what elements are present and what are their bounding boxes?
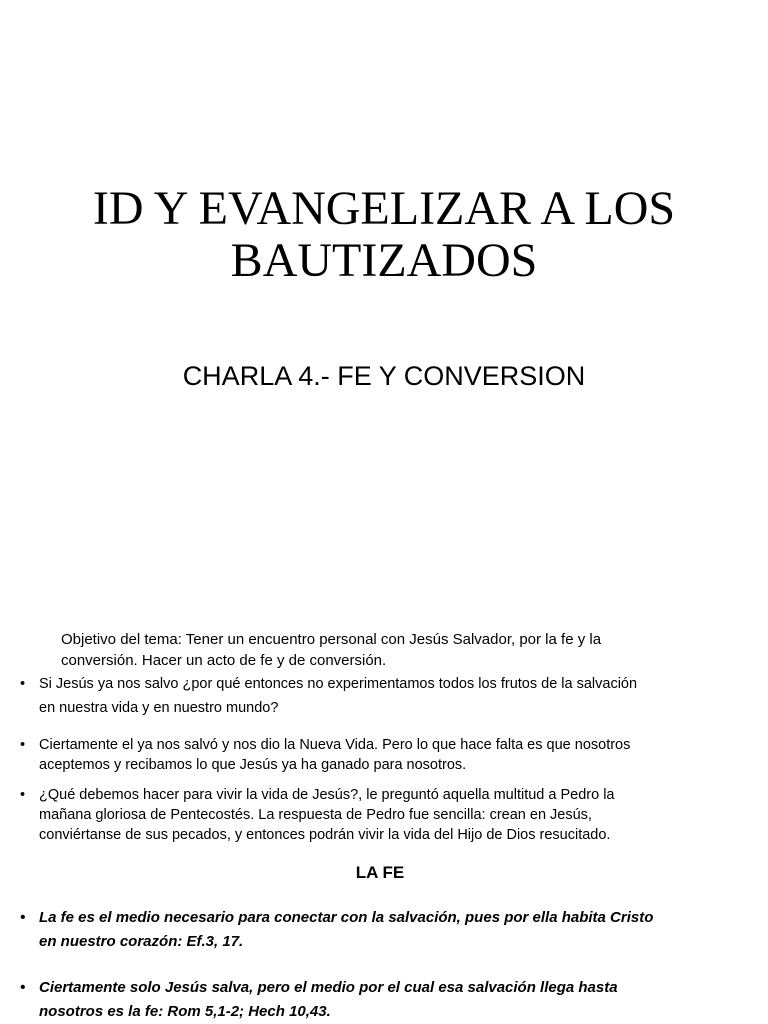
bullet-marker: • (20, 909, 26, 926)
bullet-item-2 (20, 735, 732, 775)
objective-text (61, 629, 741, 671)
slide-title-line-2: BAUTIZADOS (230, 234, 538, 287)
bullet-3-line-2: mañana gloriosa de Pentecostés. La respuesta de Pedro fue sencilla: crean en Jesús, (39, 807, 592, 823)
section-heading-la-fe: LA FE (355, 863, 405, 882)
fe-bullet-2-line-1: Ciertamente solo Jesús salva, pero el medio por el cual esa salvación llega hasta (39, 979, 618, 996)
bullet-1-line-1: Si Jesús ya nos salvo ¿por qué entonces no experimentamos todos los frutos de la salvación (39, 676, 638, 692)
bullet-marker: • (20, 787, 26, 803)
bullet-marker: • (20, 676, 26, 692)
bullet-3-line-1: ¿Qué debemos hacer para vivir la vida de Jesús?, le preguntó aquella multitud a Pedro la (39, 787, 615, 803)
bullet-2-line-1: Ciertamente el ya nos salvó y nos dio la Nueva Vida. Pero lo que hace falta es que nosotros (39, 737, 631, 753)
slide-title (0, 183, 768, 287)
fe-bullet-1-line-2: en nuestro corazón: Ef.3, 17. (39, 933, 244, 950)
objective-line-2: conversión. Hacer un acto de fe y de conversión. (61, 652, 387, 669)
bullet-item-1 (20, 672, 732, 720)
bullet-marker: • (20, 737, 26, 753)
fe-bullet-item-2 (20, 976, 732, 1024)
fe-bullet-item-1 (20, 906, 732, 954)
fe-bullet-1-line-1: La fe es el medio necesario para conectar con la salvación, pues por ella habita Cristo (39, 909, 654, 926)
bullet-3-line-3: conviértanse de sus pecados, y entonces podrán vivir la vida del Hijo de Dios resucitado. (39, 827, 611, 843)
bullet-1-line-2: en nuestra vida y en nuestro mundo? (39, 700, 279, 716)
bullet-2-line-2: aceptemos y recibamos lo que Jesús ya ha ganado para nosotros. (39, 757, 467, 773)
objective-line-1: Objetivo del tema: Tener un encuentro personal con Jesús Salvador, por la fe y la (61, 631, 602, 648)
fe-bullet-2-line-2: nosotros es la fe: Rom 5,1-2; Hech 10,43. (39, 1003, 331, 1020)
bullet-item-3 (20, 785, 732, 845)
slide-subtitle: CHARLA 4.- FE Y CONVERSION (182, 361, 586, 391)
bullet-marker: • (20, 979, 26, 996)
slide-title-line-1: ID Y EVANGELIZAR A LOS (92, 182, 676, 235)
